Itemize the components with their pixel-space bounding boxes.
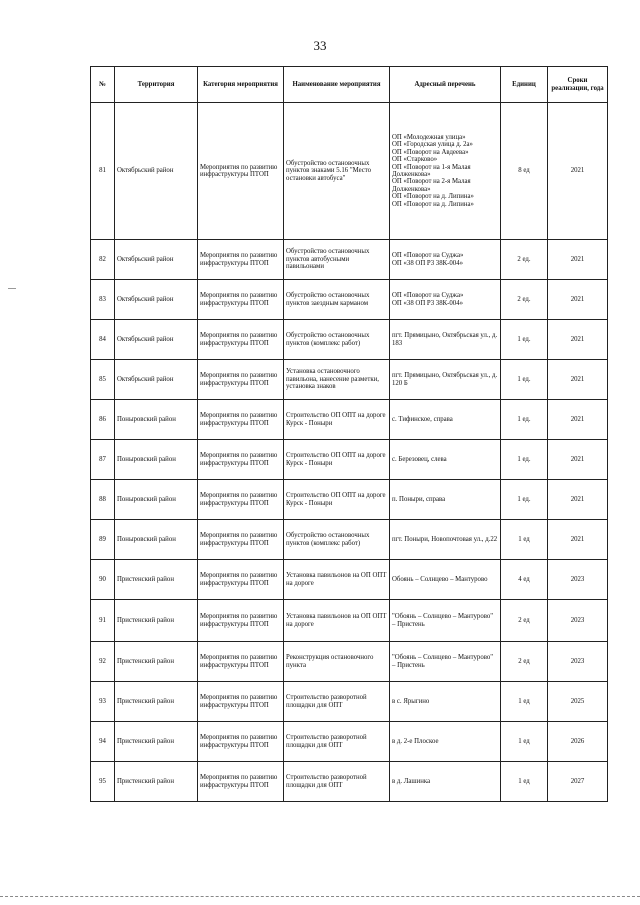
table-row [91, 600, 608, 642]
cell-unit: 1 ед. [501, 320, 548, 360]
cell-territory: Поныровский район [115, 440, 198, 480]
cell-unit: 1 ед [501, 682, 548, 722]
table-row [91, 320, 608, 360]
cell-category: Мероприятия по развитию инфраструктуры ПТОП [198, 240, 284, 280]
address-line: пгт. Поныри, Новопочтовая ул., д.22 [392, 535, 498, 543]
cell-category: Мероприятия по развитию инфраструктуры ПТОП [198, 762, 284, 802]
header-term: Сроки реализации, года [548, 67, 608, 103]
scan-bottom-edge [0, 896, 640, 898]
cell-year: 2021 [548, 280, 608, 320]
cell-num: 93 [91, 682, 115, 722]
address-line: ОП «Поворот на Авдеева» [392, 148, 469, 156]
cell-category: Мероприятия по развитию инфраструктуры ПТОП [198, 600, 284, 642]
table-row [91, 682, 608, 722]
page-number: 33 [313, 38, 327, 53]
header-unit: Единиц [501, 67, 548, 103]
table-row [91, 642, 608, 682]
address-line: ОП «Поворот на д. Липина» [392, 200, 474, 208]
address-line: "Обоянь – Солнцево – Мантурово" – Пристень [392, 654, 494, 669]
cell-num: 90 [91, 560, 115, 600]
cell-territory: Пристенский район [115, 600, 198, 642]
cell-unit: 1 ед [501, 520, 548, 560]
cell-address [390, 280, 501, 320]
cell-num: 89 [91, 520, 115, 560]
table-row [91, 480, 608, 520]
cell-name: Обустройство остановочных пунктов (комплекс работ) [284, 320, 390, 360]
cell-name: Строительство разворотной площадки для ОПТ [284, 762, 390, 802]
cell-territory: Пристенский район [115, 642, 198, 682]
cell-address [390, 642, 501, 682]
cell-num: 83 [91, 280, 115, 320]
table-row [91, 360, 608, 400]
cell-territory: Пристенский район [115, 722, 198, 762]
cell-category: Мероприятия по развитию инфраструктуры ПТОП [198, 682, 284, 722]
cell-unit: 2 ед [501, 642, 548, 682]
cell-category: Мероприятия по развитию инфраструктуры ПТОП [198, 560, 284, 600]
cell-num: 87 [91, 440, 115, 480]
cell-num: 81 [91, 103, 115, 240]
address-line: "Обоянь – Солнцево – Мантурово" – Пристень [392, 613, 494, 628]
cell-year: 2023 [548, 600, 608, 642]
cell-address [390, 103, 501, 240]
cell-territory: Октябрьский район [115, 103, 198, 240]
cell-name: Обустройство остановочных пунктов заездным карманом [284, 280, 390, 320]
table-row [91, 240, 608, 280]
address-line: с. Тифинское, справа [392, 415, 453, 423]
cell-unit: 1 ед. [501, 440, 548, 480]
cell-year: 2021 [548, 440, 608, 480]
address-line: ОП «Поворот на Суджа» [392, 292, 464, 300]
cell-category: Мероприятия по развитию инфраструктуры ПТОП [198, 400, 284, 440]
cell-category: Мероприятия по развитию инфраструктуры ПТОП [198, 520, 284, 560]
address-line: ОП «Городская улица д. 2а» [392, 141, 473, 149]
address-line: ОП «Поворот на 2-я Малая Долженкова» [392, 178, 471, 193]
header-territory: Территория [115, 67, 198, 103]
cell-year: 2021 [548, 103, 608, 240]
cell-unit: 1 ед. [501, 400, 548, 440]
cell-address [390, 682, 501, 722]
cell-address [390, 480, 501, 520]
cell-address [390, 600, 501, 642]
cell-unit: 2 ед. [501, 240, 548, 280]
cell-address [390, 240, 501, 280]
cell-name: Обустройство остановочных пунктов знаками 5.16 "Место остановки автобуса" [284, 103, 390, 240]
cell-num: 91 [91, 600, 115, 642]
cell-unit: 2 ед [501, 600, 548, 642]
address-line: ОП «Поворот на Суджа» [392, 252, 464, 260]
address-line: ОП «Поворот на 1-я Малая Долженкова» [392, 163, 471, 178]
cell-territory: Октябрьский район [115, 360, 198, 400]
table-row [91, 722, 608, 762]
cell-unit: 1 ед. [501, 360, 548, 400]
cell-name: Реконструкция остановочного пункта [284, 642, 390, 682]
header-category: Категория мероприятия [198, 67, 284, 103]
cell-year: 2021 [548, 360, 608, 400]
address-line: в д. 2-е Плоское [392, 737, 439, 745]
table-row [91, 560, 608, 600]
cell-category: Мероприятия по развитию инфраструктуры ПТОП [198, 280, 284, 320]
table-row [91, 103, 608, 240]
cell-num: 95 [91, 762, 115, 802]
cell-address [390, 320, 501, 360]
cell-year: 2025 [548, 682, 608, 722]
cell-category: Мероприятия по развитию инфраструктуры ПТОП [198, 103, 284, 240]
cell-name: Установка павильонов на ОП ОПТ на дороге [284, 560, 390, 600]
cell-year: 2026 [548, 722, 608, 762]
cell-category: Мероприятия по развитию инфраструктуры ПТОП [198, 440, 284, 480]
cell-category: Мероприятия по развитию инфраструктуры ПТОП [198, 642, 284, 682]
address-line: п. Поныри, справа [392, 495, 446, 503]
cell-address [390, 722, 501, 762]
address-line: с. Березовец, слева [392, 455, 447, 463]
cell-territory: Пристенский район [115, 560, 198, 600]
cell-name: Установка остановочного павильона, нанесение разметки, установка знаков [284, 360, 390, 400]
header-address: Адресный перечень [390, 67, 501, 103]
cell-year: 2027 [548, 762, 608, 802]
header-num: № [91, 67, 115, 103]
cell-territory: Пристенский район [115, 762, 198, 802]
cell-name: Обустройство остановочных пунктов автобусными павильонами [284, 240, 390, 280]
address-line: ОП «38 ОП Р3 38К-004» [392, 259, 463, 267]
address-line: пгт. Прямицыно, Октябрьская ул., д. 120 Б [392, 372, 498, 387]
cell-year: 2021 [548, 320, 608, 360]
cell-num: 82 [91, 240, 115, 280]
cell-num: 85 [91, 360, 115, 400]
cell-category: Мероприятия по развитию инфраструктуры ПТОП [198, 480, 284, 520]
table-row [91, 440, 608, 480]
table-header-row [91, 67, 608, 103]
cell-territory: Октябрьский район [115, 320, 198, 360]
cell-name: Строительство ОП ОПТ на дороге Курск - Поныри [284, 440, 390, 480]
cell-address [390, 440, 501, 480]
address-line: в д. Лашинка [392, 777, 431, 785]
table-row [91, 762, 608, 802]
cell-unit: 2 ед. [501, 280, 548, 320]
cell-address [390, 560, 501, 600]
address-line: Обоянь – Солнцево – Мантурово [392, 575, 488, 583]
cell-year: 2023 [548, 560, 608, 600]
cell-address [390, 360, 501, 400]
cell-territory: Октябрьский район [115, 240, 198, 280]
cell-year: 2021 [548, 520, 608, 560]
cell-category: Мероприятия по развитию инфраструктуры ПТОП [198, 360, 284, 400]
cell-num: 84 [91, 320, 115, 360]
address-line: ОП «Молодежная улица» [392, 133, 466, 141]
measures-table [90, 66, 608, 802]
cell-category: Мероприятия по развитию инфраструктуры ПТОП [198, 320, 284, 360]
cell-unit: 4 ед [501, 560, 548, 600]
table-row [91, 280, 608, 320]
cell-year: 2021 [548, 480, 608, 520]
header-name: Наименование мероприятия [284, 67, 390, 103]
cell-num: 94 [91, 722, 115, 762]
cell-category: Мероприятия по развитию инфраструктуры ПТОП [198, 722, 284, 762]
cell-name: Строительство ОП ОПТ на дороге Курск - Поныри [284, 480, 390, 520]
cell-year: 2021 [548, 240, 608, 280]
cell-unit: 8 ед [501, 103, 548, 240]
cell-address [390, 400, 501, 440]
cell-year: 2023 [548, 642, 608, 682]
cell-address [390, 520, 501, 560]
address-line: ОП «Поворот на д. Липина» [392, 193, 474, 201]
cell-address [390, 762, 501, 802]
cell-territory: Поныровский район [115, 480, 198, 520]
cell-num: 86 [91, 400, 115, 440]
cell-unit: 1 ед [501, 722, 548, 762]
address-line: ОП «Старково» [392, 156, 438, 164]
address-line: в с. Ярыгино [392, 697, 430, 705]
cell-territory: Поныровский район [115, 520, 198, 560]
cell-num: 92 [91, 642, 115, 682]
table-row [91, 400, 608, 440]
cell-num: 88 [91, 480, 115, 520]
scan-artifact [8, 288, 16, 289]
address-line: ОП «38 ОП Р3 38К-004» [392, 299, 463, 307]
cell-territory: Поныровский район [115, 400, 198, 440]
cell-name: Обустройство остановочных пунктов (комплекс работ) [284, 520, 390, 560]
cell-year: 2021 [548, 400, 608, 440]
cell-name: Строительство разворотной площадки для ОПТ [284, 722, 390, 762]
cell-unit: 1 ед. [501, 480, 548, 520]
cell-name: Установка павильонов на ОП ОПТ на дороге [284, 600, 390, 642]
cell-territory: Октябрьский район [115, 280, 198, 320]
address-line: пгт. Прямицыно, Октябрьская ул., д. 183 [392, 332, 498, 347]
cell-name: Строительство ОП ОПТ на дороге Курск - Поныри [284, 400, 390, 440]
cell-unit: 1 ед [501, 762, 548, 802]
cell-name: Строительство разворотной площадки для ОПТ [284, 682, 390, 722]
table-row [91, 520, 608, 560]
cell-territory: Пристенский район [115, 682, 198, 722]
